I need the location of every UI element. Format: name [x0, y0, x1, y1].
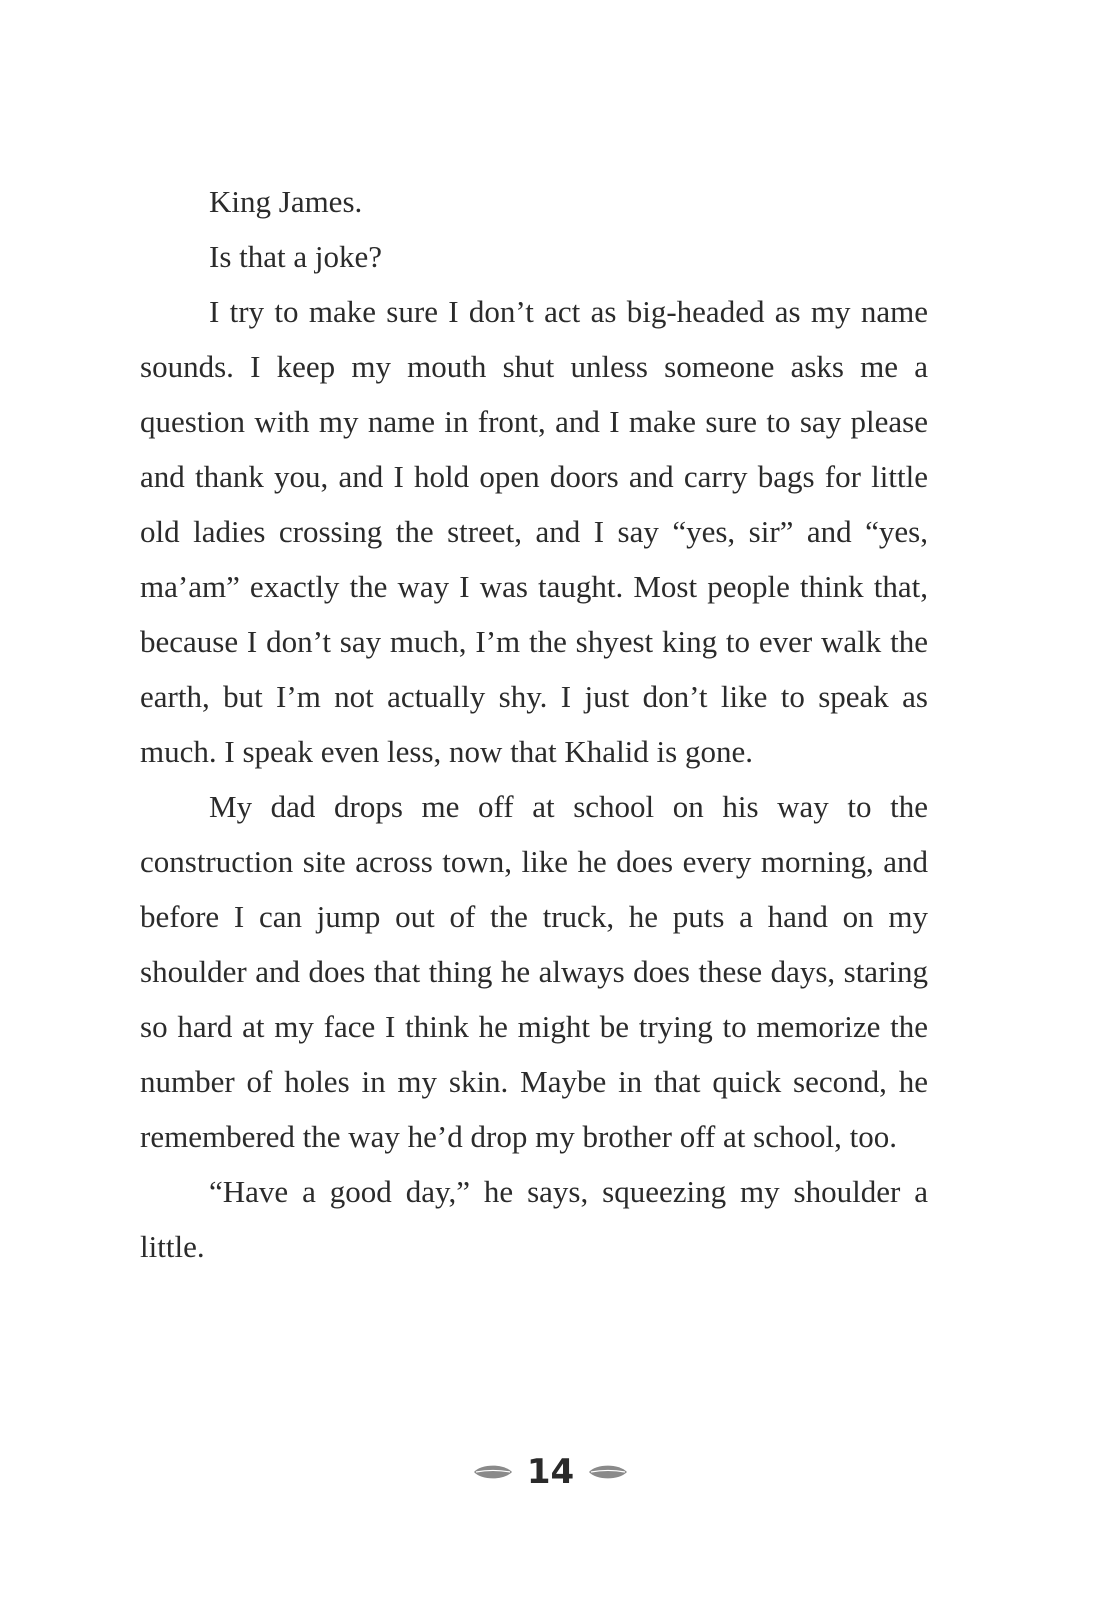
- page-number: 14: [526, 1452, 575, 1492]
- leaf-ornament-right-icon: [588, 1463, 628, 1481]
- page-footer: [0, 1448, 1101, 1496]
- paragraph: Is that a joke?: [209, 239, 383, 274]
- paragraph: King James.: [209, 184, 363, 219]
- paragraph: My dad drops me off at school on his way to the construction site across town, like he does every morning, and before I can jump out of the truck, he puts a hand on my shoulder and does that thing he always does these days, staring so hard at my face I think he might be trying to memorize the number of holes in my skin. Maybe in that quick second, he remembered the way he’d drop my brother off at school, too.: [140, 789, 928, 1154]
- body-text: [140, 174, 928, 1274]
- paragraph: “Have a good day,” he says, squeezing my shoulder a little.: [140, 1174, 928, 1264]
- leaf-ornament-left-icon: [473, 1463, 513, 1481]
- paragraph: I try to make sure I don’t act as big-headed as my name sounds. I keep my mouth shut unless someone asks me a question with my name in front, and I make sure to say please and thank you, and I hold open doors and carry bags for little old ladies crossing the street, and I say “yes, sir” and “yes, ma’am” exactly the way I was taught. Most people think that, because I don’t say much, I’m the shyest king to ever walk the earth, but I’m not actually shy. I just don’t like to speak as much. I speak even less, now that Khalid is gone.: [140, 294, 928, 769]
